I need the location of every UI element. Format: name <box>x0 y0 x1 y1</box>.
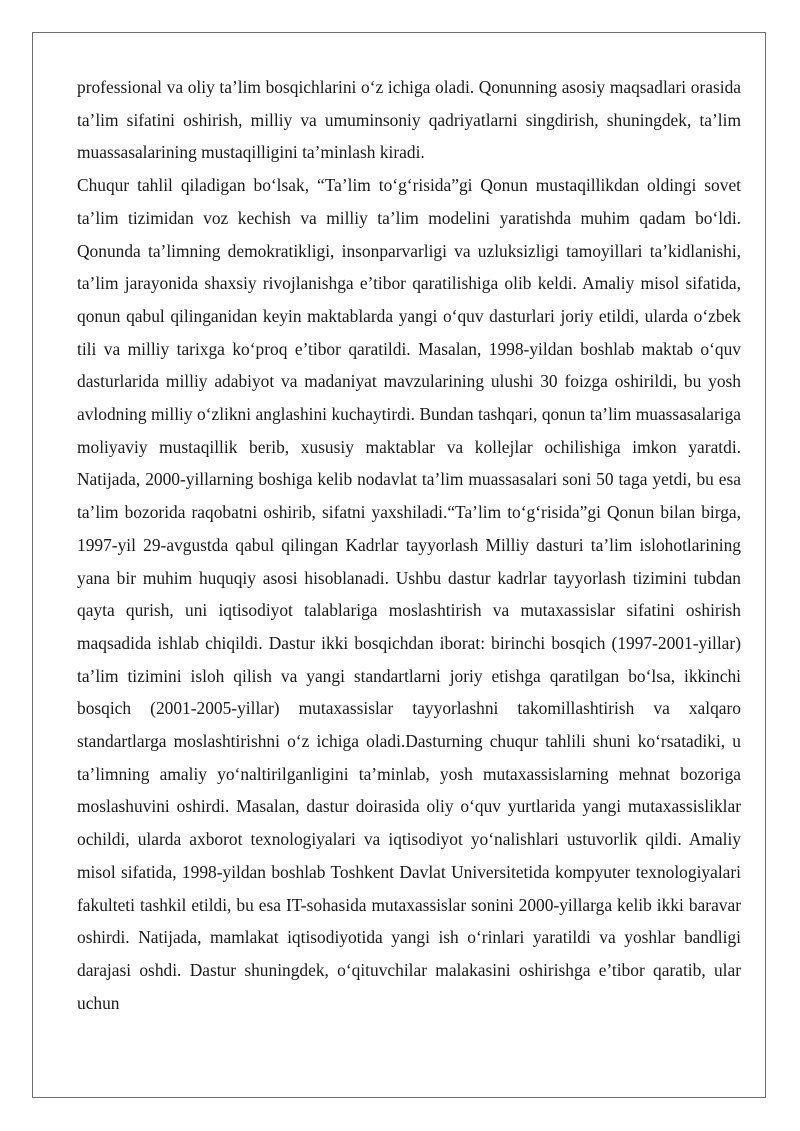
paragraph-continuation: professional va oliy ta’lim bosqichlarini o‘z ichiga oladi. Qonunning asosiy maqsadlari orasida ta’lim sifatini oshirish, milliy va umuminsoniy qadriyatlarni singdirish, shuningdek, ta’lim muassasalarining mustaqilligini ta’minlash kiradi. <box>77 77 741 163</box>
paragraph-analysis: Chuqur tahlil qiladigan bo‘lsak, “Ta’lim to‘g‘risida”gi Qonun mustaqillikdan oldingi sovet ta’lim tizimidan voz kechish va milliy ta’lim modelini yaratishda muhim qadam bo‘ldi. Qonunda ta’limning demokratikligi, insonparvarligi va uzluksizligi tamoyillari ta’kidlanishi, ta’lim jarayonida shaxsiy rivojlanishga e’tibor qaratilishiga olib keldi. Amaliy misol sifatida, qonun qabul qilinganidan keyin maktablarda yangi o‘quv dasturlari joriy etildi, ularda o‘zbek tili va milliy tarixga ko‘proq e’tibor qaratildi. Masalan, 1998-yildan boshlab maktab o‘quv dasturlarida milliy adabiyot va madaniyat mavzularining ulushi 30 foizga oshirildi, bu yosh avlodning milliy o‘zlikni anglashini kuchaytirdi. Bundan tashqari, qonun ta’lim muassasalariga moliyaviy mustaqillik berib, xususiy maktablar va kollejlar ochilishiga imkon yaratdi. Natijada, 2000-yillarning boshiga kelib nodavlat ta’lim muassasalari soni 50 taga yetdi, bu esa ta’lim bozorida raqobatni oshirib, sifatni yaxshiladi.“Ta’lim to‘g‘risida”gi Qonun bilan birga, 1997-yil 29-avgustda qabul qilingan Kadrlar tayyorlash Milliy dasturi ta’lim islohotlarining yana bir muhim huquqiy asosi hisoblanadi. Ushbu dastur kadrlar tayyorlash tizimini tubdan qayta qurish, uni iqtisodiyot talablariga moslashtirish va mutaxassislar sifatini oshirish maqsadida ishlab chiqildi. Dastur ikki bosqichdan iborat: birinchi bosqich (1997-2001-yillar) ta’lim tizimini isloh qilish va yangi standartlarni joriy etishga qaratilgan bo‘lsa, ikkinchi bosqich (2001-2005-yillar) mutaxassislar tayyorlashni takomillashtirish va xalqaro standartlarga moslashtirishni o‘z ichiga oladi.Dasturning chuqur tahlili shuni ko‘rsatadiki, u ta’limning amaliy yo‘naltirilganligini ta’minlab, yosh mutaxassislarning mehnat bozoriga moslashuvini oshirdi. Masalan, dastur doirasida oliy o‘quv yurtlarida yangi mutaxassisliklar ochildi, ularda axborot texnologiyalari va iqtisodiyot yo‘nalishlari ustuvorlik qildi. Amaliy misol sifatida, 1998-yildan boshlab Toshkent Davlat Universitetida kompyuter texnologiyalari fakulteti tashkil etildi, bu esa IT-sohasida mutaxassislar sonini 2000-yillarga kelib ikki baravar oshirdi. Natijada, mamlakat iqtisodiyotida yangi ish o‘rinlari yaratildi va yoshlar bandligi darajasi oshdi. Dastur shuningdek, o‘qituvchilar malakasini oshirishga e’tibor qaratib, ular uchun <box>77 175 741 1013</box>
document-body <box>77 71 741 1019</box>
